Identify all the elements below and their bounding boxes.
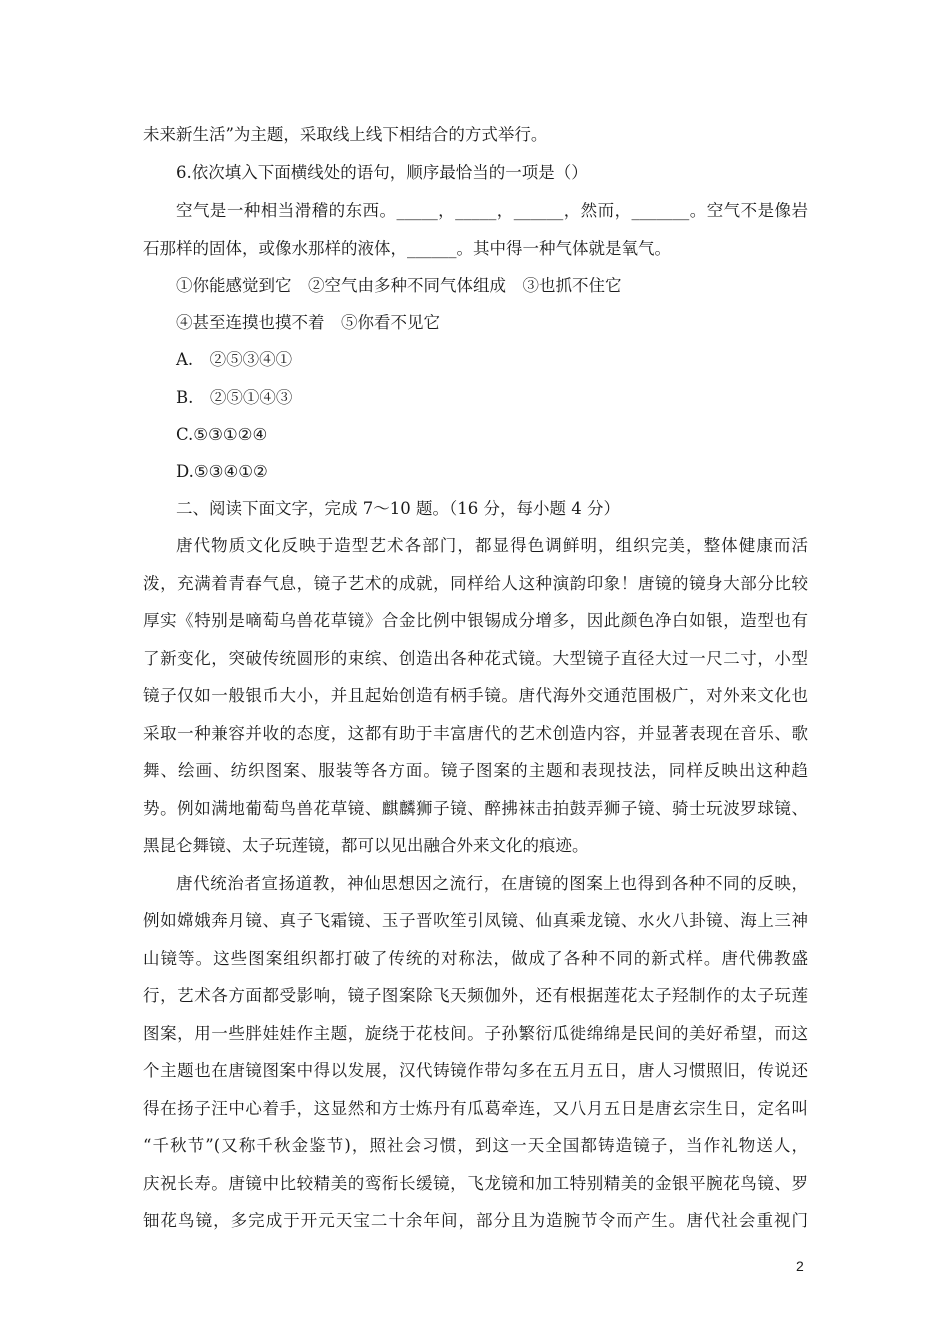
section-heading: 二、阅读下面文字，完成 7～10 题。（16 分，每小题 4 分）: [176, 499, 620, 518]
sentence-options: ④甚至连摸也摸不着 ⑤你看不见它: [176, 313, 440, 332]
text-line: 黑昆仑舞镜、太子玩莲镜，都可以见出融合外来文化的痕迹。: [143, 836, 589, 855]
question-6-stem: 6.依次填入下面横线处的语句，顺序最恰当的一项是（）: [176, 163, 588, 182]
text-line: 了新变化，突破传统圆形的束缤、创造出各种花式镜。大型镜子直径大过一尺二寸，小型: [143, 649, 808, 668]
text-line: 石那样的固体，或像水那样的液体，______。其中得一种气体就是氧气。: [143, 239, 671, 258]
text-line: 山镜等。这些图案组织都打破了传统的对称法，做成了各种不同的新式样。唐代佛教盛: [143, 949, 808, 968]
text-line: 镜子仅如一般银币大小，并且起始创造有柄手镜。唐代海外交通范围极广，对外来文化也: [143, 686, 808, 705]
text-line: 个主题也在唐镜图案中得以发展，汉代铸镜作带勾多在五月五日，唐人习惯照旧，传说还: [143, 1061, 808, 1080]
text-line: 钿花鸟镜，多完成于开元天宝二十余年间，部分且为造腕节令而产生。唐代社会重视门: [143, 1211, 808, 1230]
text-line: 厚实《特别是嘀萄乌兽花草镜》合金比例中银锡成分增多，因此颜色净白如银，造型也有: [143, 611, 808, 630]
text-line: 行，艺术各方面都受影响，镜子图案除飞天频伽外，还有根据莲花太子羟制作的太子玩莲: [143, 986, 808, 1005]
text-line: 空气是一种相当滑稽的东西。_____，_____，______，然而，_______。空气不是像岩: [176, 201, 808, 220]
page-number: 2: [796, 1258, 804, 1274]
text-line: 唐代物质文化反映于造型艺术各部门，都显得色调鲜明，组织完美，整体健康而活: [176, 536, 808, 555]
choice-c: C.⑤③①②④: [176, 425, 268, 444]
text-line: 采取一种兼容并收的态度，这都有助于丰富唐代的艺术创造内容，并显著表现在音乐、歌: [143, 724, 808, 743]
text-line: 唐代统治者宣扬道教，神仙思想因之流行，在唐镜的图案上也得到各种不同的反映，: [176, 874, 808, 893]
text-line: 势。例如满地葡萄鸟兽花草镜、麒麟狮子镜、醉拂袜击拍鼓弄狮子镜、骑士玩波罗球镜、: [143, 799, 808, 818]
text-line: “千秋节”(又称千秋金鉴节)，照社会习惯，到这一天全国都铸造镜子，当作礼物送人，: [143, 1136, 808, 1155]
text-line: 泼，充满着青春气息，镜子艺术的成就，同样给人这种演韵印象！唐镜的镜身大部分比较: [143, 574, 808, 593]
sentence-options: ①你能感觉到它 ②空气由多种不同气体组成 ③也抓不住它: [176, 276, 622, 295]
text-line: 例如嫦娥奔月镜、真子飞霜镜、玉子晋吹笙引凤镜、仙真乘龙镜、水火八卦镜、海上三神: [143, 911, 808, 930]
text-line: 得在扬子汪中心着手，这显然和方士炼丹有瓜葛牵连，又八月五日是唐玄宗生日，定名叫: [143, 1099, 808, 1118]
choice-b: B. ②⑤①④③: [176, 388, 293, 407]
choice-a: A. ②⑤③④①: [176, 350, 293, 369]
text-line: 图案，用一些胖娃娃作主题，旋绕于花枝间。子孙繁衍瓜徙绵绵是民间的美好希望，而这: [143, 1024, 808, 1043]
text-line: 未来新生活”为主题，采取线上线下相结合的方式举行。: [143, 125, 548, 144]
choice-d: D.⑤③④①②: [176, 462, 268, 481]
text-line: 舞、绘画、纺织图案、服装等各方面。镜子图案的主题和表现技法，同样反映出这种趋: [143, 761, 808, 780]
text-line: 庆祝长寿。唐镜中比较精美的鸾衔长缓镜，飞龙镜和加工特别精美的金银平腕花鸟镜、罗: [143, 1174, 808, 1193]
